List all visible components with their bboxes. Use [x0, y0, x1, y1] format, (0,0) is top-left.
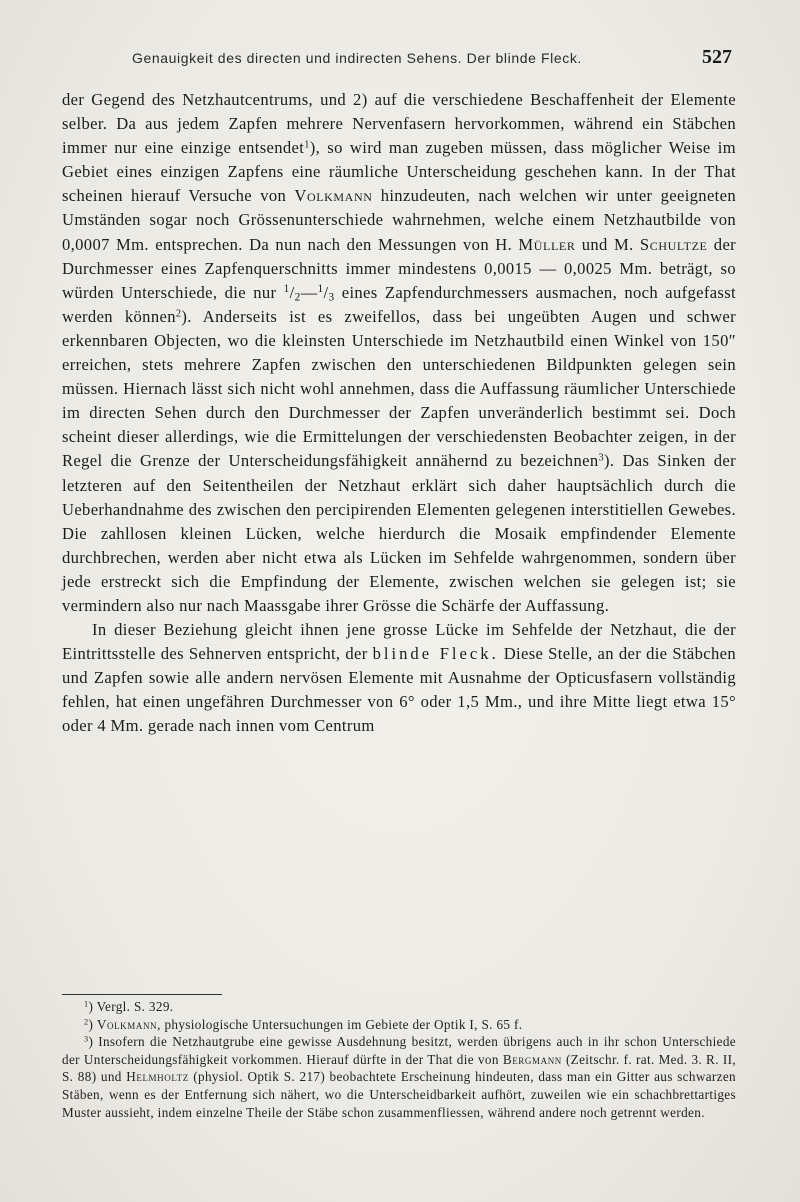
main-text	[62, 88, 736, 739]
footnote-text: ) Vergl. S. 329.	[88, 999, 174, 1014]
footnote-text: , physiologische Untersuchungen im Gebiete der Optik I, S. 65 f.	[157, 1016, 523, 1032]
text-run: In dieser Beziehung gleicht ihnen jene grosse Lücke im Sehfelde der Netzhaut, die der Eintrittsstelle des Sehnerven entspricht, der	[62, 620, 736, 664]
footnote-mark: 2	[84, 1017, 89, 1027]
author-name: Bergmann	[502, 1051, 562, 1067]
author-name: Schultze	[639, 234, 708, 254]
fraction-denominator: 3	[328, 291, 335, 303]
text-run: der Gegend des Netzhautcentrums, und 2) auf die verschiedene Beschaffenheit der Elemente selber. Da aus jedem Zapfen mehrere Nervenfasern hervorkommen, während ein Stäbchen immer nur eine einzige entsendet	[62, 90, 736, 158]
text-run: ). Anderseits ist es zweifellos, dass bei ungeübten Augen und schwer erkennbaren Objecten, wo die kleinsten Unterschiede im Netzhautbild einen Winkel von 150″ erreichen, stets mehrere Zapfen zwischen den unterschiedenen Bildpunkten gelegen sein müssen. Hiernach lässt sich nicht wohl annehmen, dass die Auffassung räumlicher Unterschiede im directen Sehen durch den Durchmesser der Zapfen unveränderlich bestimmt sei. Doch scheint dieser allerdings, wie die Ermittelungen der verschiedensten Beobachter zeigen, in der Regel die Grenze der Unterscheidungsfähigkeit annähernd zu bezeichnen	[62, 306, 736, 471]
text-run: eines Zapfendurchmessers ausmachen, noch aufgefasst werden können	[62, 282, 737, 326]
footnote-mark: 3	[84, 1034, 89, 1044]
author-name: Helmholtz	[126, 1069, 189, 1085]
footnote-ref-3: 3	[598, 452, 604, 464]
text-run: hinzudeuten, nach welchen wir unter geeigneten Umständen sogar noch Grössenunterschiede wahrnehmen, welche einem Netzhautbilde von 0,0007 Mm. entsprechen. Da nun nach den Messungen von H.	[62, 186, 736, 254]
paragraph-2	[62, 618, 736, 738]
footnote-ref-2: 2	[175, 308, 182, 320]
running-head: Genauigkeit des directen und indirecten Sehens. Der blinde Fleck.	[132, 50, 582, 66]
page-header	[62, 46, 732, 76]
paragraph-1	[62, 88, 736, 618]
fraction-numerator: 1	[317, 282, 324, 295]
footnote-ref-1: 1	[304, 139, 310, 151]
footnote-3	[62, 1033, 736, 1121]
author-name: Volkmann	[294, 186, 373, 206]
text-run: und M.	[581, 234, 634, 254]
text-run: der Durchmesser eines Zapfenquerschnitts immer mindestens 0,0015 — 0,0025 Mm. beträgt, so würden Unterschiede, die nur	[62, 234, 737, 302]
text-run: ). Das Sinken der letzteren auf den Seitentheilen der Netzhaut erklärt sich daher hauptsächlich durch die Ueberhandnahme des zwischen den percipirenden Elementen gelegenen interstitiellen Gewebes. Die zahllosen kleinen Lücken, welche hierdurch die Mosaik empfindender Elemente durchbrechen, werden aber nicht etwa als Lücken im Sehfelde wahrgenommen, sondern über jede erstreckt sich die Empfindung der Elemente, zwischen welchen sie gelegen ist; sie vermindern also nur nach Maassgabe ihrer Grösse die Schärfe der Auffassung.	[62, 451, 736, 615]
text-run: Diese Stelle, an der die Stäbchen und Zapfen sowie alle andern nervösen Elemente mit Ausnahme der Opticusfasern vollständig fehlen, hat einen ungefähren Durchmesser von 6° oder 1,5 Mm., und ihre Mitte liegt etwa 15° oder 4 Mm. gerade nach innen vom Centrum	[62, 644, 736, 736]
fraction-range: $^1/_2—^1/_3$	[283, 282, 335, 303]
fraction-denominator: 2	[294, 291, 301, 303]
footnote-text: (Zeitschr. f. rat. Med. 3. R. II, S. 88) und	[62, 1051, 736, 1085]
author-name: Müller	[518, 234, 576, 254]
author-name: Volkmann	[96, 1016, 158, 1032]
term-blinde-fleck: blinde Fleck.	[372, 644, 499, 664]
footnote-2: $^2$) Volkmann, physiologische Untersuchungen im Gebiete der Optik I, S. 65 f.	[84, 1016, 523, 1032]
fraction-dash: —	[300, 282, 318, 302]
footnote-text: (physiol. Optik S. 217) beobachtete Erscheinung hindeuten, dass man ein Gitter aus schwarzen Stäben, wenn es der Entfernung sich nähert, wo die Unterscheidbarkeit aufhört, zuweilen wie ein schachbrettartiges Muster aussieht, indem einzelne Theile der Stäbe schon zusammenfliessen, während andere noch getrennt werden.	[62, 1069, 736, 1120]
footnote-text: ) Insofern die Netzhautgrube eine gewisse Ausdehnung besitzt, werden übrigens auch in ihr schon Unterschiede der Unterscheidungsfähigkeit vorkommen. Hierauf dürfte in der That die von	[62, 1034, 736, 1067]
footnote-mark: 1	[84, 999, 89, 1009]
footnotes	[62, 998, 736, 1121]
footnote-rule	[62, 994, 222, 995]
fraction-numerator: 1	[283, 282, 290, 295]
page-number: 527	[702, 46, 732, 68]
footnote-1	[62, 998, 736, 1016]
text-run: ), so wird man zugeben müssen, dass möglicher Weise im Gebiet eines einzigen Zapfens eine räumliche Unterscheidung geschehen kann. In der That scheinen hierauf Versuche von	[62, 138, 737, 206]
